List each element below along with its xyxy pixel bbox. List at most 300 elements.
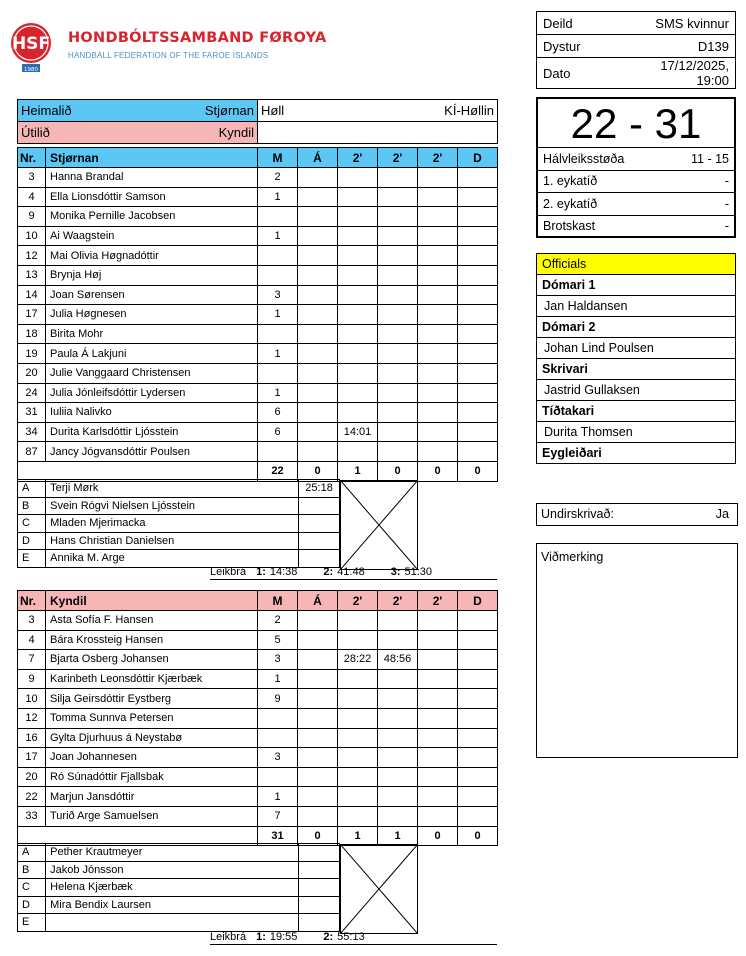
player-stat-t1 (338, 226, 378, 246)
hall-name: KÍ-Høllin (444, 103, 494, 118)
away-team-name: Kyndil (218, 125, 254, 140)
score-label: Hálvleiksstøða (538, 148, 636, 170)
player-stat-a (298, 422, 338, 442)
official-role-row (537, 443, 736, 464)
player-stat-d (458, 305, 498, 325)
player-stat-t2 (378, 787, 418, 807)
player-stat-a (298, 787, 338, 807)
player-number: 9 (18, 207, 46, 227)
player-row (18, 806, 498, 826)
official-code: A (18, 844, 46, 862)
player-stat-d (458, 748, 498, 768)
player-name: Monika Pernille Jacobsen (46, 207, 258, 227)
official-warning (299, 844, 339, 862)
player-stat-a (298, 708, 338, 728)
player-stat-m: 6 (258, 422, 298, 442)
player-number: 12 (18, 246, 46, 266)
info-value: 17/12/2025, 19:00 (660, 58, 729, 88)
player-name: Ella Lionsdóttir Samson (46, 187, 258, 207)
timeout-time: 19:55 (269, 931, 298, 943)
player-stat-t1: 28:22 (338, 650, 378, 670)
player-stat-a (298, 767, 338, 787)
player-stat-t1 (338, 168, 378, 188)
player-stat-d (458, 728, 498, 748)
score-value: - (724, 219, 729, 234)
player-stat-t1 (338, 324, 378, 344)
timeout-number: 2: (323, 931, 334, 943)
player-stat-t2 (378, 403, 418, 423)
player-number: 20 (18, 363, 46, 383)
official-code: E (18, 914, 46, 932)
player-stat-t3 (418, 708, 458, 728)
official-role-row (537, 275, 736, 296)
col-nr: Nr. (18, 591, 46, 611)
player-stat-t2 (378, 442, 418, 462)
column-header-row (18, 591, 498, 611)
player-stat-t2 (378, 265, 418, 285)
player-stat-t3 (418, 689, 458, 709)
player-stat-a (298, 669, 338, 689)
team-official-row (18, 480, 498, 498)
player-stat-t2 (378, 767, 418, 787)
player-stat-a (298, 363, 338, 383)
official-person: Johan Lind Poulsen (537, 338, 736, 359)
player-name: Asta Sofía F. Hansen (46, 611, 258, 631)
player-number: 18 (18, 324, 46, 344)
timeout-number: 3: (390, 566, 401, 578)
col-2min-3: 2' (418, 591, 458, 611)
player-name: Turið Arge Samuelsen (46, 806, 258, 826)
player-row (18, 611, 498, 631)
info-row (537, 12, 736, 35)
player-row (18, 324, 498, 344)
player-row (18, 650, 498, 670)
official-code: B (18, 497, 46, 515)
team-official-row (18, 844, 498, 862)
team-name-header: Kyndil (46, 591, 258, 611)
score-value: - (636, 193, 734, 216)
player-stat-m: 2 (258, 611, 298, 631)
player-stat-t2 (378, 630, 418, 650)
official-name-row (537, 380, 736, 401)
player-name: Brynja Høj (46, 265, 258, 285)
player-stat-d (458, 324, 498, 344)
player-stat-t3 (418, 344, 458, 364)
player-stat-a (298, 403, 338, 423)
player-row (18, 265, 498, 285)
player-stat-t3 (418, 226, 458, 246)
hsf-logo-icon (8, 18, 64, 74)
official-warning (299, 515, 339, 533)
player-row (18, 383, 498, 403)
official-name-row (537, 422, 736, 443)
col-warning: Á (298, 591, 338, 611)
player-stat-t1 (338, 787, 378, 807)
player-stat-t1 (338, 285, 378, 305)
player-stat-m (258, 442, 298, 462)
player-stat-t3 (418, 305, 458, 325)
player-name: Durita Karlsdóttir Ljósstein (46, 422, 258, 442)
info-label: Dystur (537, 35, 637, 58)
player-row (18, 187, 498, 207)
player-stat-t1 (338, 767, 378, 787)
player-stat-t2 (378, 246, 418, 266)
official-person: Durita Thomsen (537, 422, 736, 443)
crossed-out-area (339, 480, 497, 568)
total-t2: 0 (378, 461, 418, 481)
player-stat-t3 (418, 611, 458, 631)
player-stat-a (298, 728, 338, 748)
official-role: Skrivari (537, 359, 736, 380)
player-stat-t3 (418, 422, 458, 442)
player-stat-a (298, 611, 338, 631)
player-number: 33 (18, 806, 46, 826)
player-stat-t2 (378, 728, 418, 748)
official-warning (299, 550, 339, 568)
player-stat-t1 (338, 383, 378, 403)
player-stat-d (458, 344, 498, 364)
player-stat-a (298, 806, 338, 826)
timeout-entry (256, 566, 297, 578)
player-stat-a (298, 630, 338, 650)
signature-value: Ja (715, 507, 729, 521)
score-value: 11 - 15 (636, 148, 734, 170)
player-stat-t1 (338, 207, 378, 227)
official-name: Annika M. Arge (46, 550, 299, 568)
player-stat-t2 (378, 207, 418, 227)
hall-cell (258, 100, 498, 122)
player-name: Birita Mohr (46, 324, 258, 344)
home-label: Heimalið (21, 103, 72, 118)
player-stat-d (458, 187, 498, 207)
col-goals: M (258, 148, 298, 168)
player-stat-a (298, 305, 338, 325)
player-row (18, 363, 498, 383)
player-stat-t3 (418, 787, 458, 807)
player-row (18, 689, 498, 709)
player-number: 31 (18, 403, 46, 423)
player-stat-d (458, 403, 498, 423)
player-stat-t3 (418, 168, 458, 188)
player-number: 10 (18, 226, 46, 246)
player-stat-d (458, 168, 498, 188)
player-stat-t1 (338, 344, 378, 364)
player-stat-t3 (418, 806, 458, 826)
timeout-entry (323, 931, 364, 943)
official-name: Hans Christian Danielsen (46, 532, 299, 550)
player-name: Tomma Sunnva Petersen (46, 708, 258, 728)
player-row (18, 767, 498, 787)
column-header-row (18, 148, 498, 168)
player-stat-t2 (378, 611, 418, 631)
player-stat-d (458, 689, 498, 709)
timeout-number: 1: (256, 931, 266, 943)
player-stat-t2 (378, 689, 418, 709)
total-a: 0 (298, 461, 338, 481)
player-name: Ai Waagstein (46, 226, 258, 246)
player-stat-t1 (338, 246, 378, 266)
final-score: 22 - 31 (538, 101, 734, 148)
total-m: 22 (258, 461, 298, 481)
player-row (18, 403, 498, 423)
score-row (538, 193, 734, 216)
col-2min-1: 2' (338, 148, 378, 168)
player-row (18, 708, 498, 728)
official-warning (299, 914, 339, 932)
player-row (18, 422, 498, 442)
player-stat-t3 (418, 285, 458, 305)
player-stat-d (458, 708, 498, 728)
player-name: Bára Krossteig Hansen (46, 630, 258, 650)
official-code: B (18, 861, 46, 879)
player-name: Jancy Jógvansdóttir Poulsen (46, 442, 258, 462)
officials-title: Officials (537, 254, 736, 275)
home-timeouts (210, 566, 497, 580)
official-role-row (537, 401, 736, 422)
player-stat-m: 7 (258, 806, 298, 826)
col-2min-1: 2' (338, 591, 378, 611)
player-stat-t3 (418, 207, 458, 227)
empty-cell (258, 122, 498, 144)
total-t1: 1 (338, 461, 378, 481)
player-name: Joan Sørensen (46, 285, 258, 305)
player-stat-t2 (378, 363, 418, 383)
logo-text: HSF (11, 34, 51, 54)
player-stat-t3 (418, 246, 458, 266)
player-name: Ró Súnadóttir Fjallsbak (46, 767, 258, 787)
total-t1: 1 (338, 826, 378, 846)
player-name: Mai Olivia Høgnadóttir (46, 246, 258, 266)
player-name: Julie Vanggaard Christensen (46, 363, 258, 383)
player-number: 87 (18, 442, 46, 462)
player-stat-m: 9 (258, 689, 298, 709)
timeout-number: 2: (323, 566, 334, 578)
player-stat-m (258, 363, 298, 383)
total-m: 31 (258, 826, 298, 846)
player-row (18, 305, 498, 325)
player-number: 19 (18, 344, 46, 364)
player-stat-t1 (338, 669, 378, 689)
player-name: Karinbeth Leonsdóttir Kjærbæk (46, 669, 258, 689)
official-name (46, 914, 299, 932)
home-officials-table (17, 479, 497, 568)
player-number: 17 (18, 305, 46, 325)
player-stat-m (258, 207, 298, 227)
player-number: 4 (18, 630, 46, 650)
player-name: Paula Á Lakjuni (46, 344, 258, 364)
official-code: D (18, 532, 46, 550)
logo-year: 1980 (24, 67, 38, 73)
player-row (18, 630, 498, 650)
player-stat-t3 (418, 265, 458, 285)
player-name: Iuliia Nalivko (46, 403, 258, 423)
player-stat-t1 (338, 611, 378, 631)
player-row (18, 207, 498, 227)
score-value: - (636, 170, 734, 193)
player-stat-a (298, 285, 338, 305)
col-disqualified: D (458, 591, 498, 611)
player-stat-t2 (378, 344, 418, 364)
player-stat-t1 (338, 728, 378, 748)
player-stat-t3 (418, 403, 458, 423)
info-value: SMS kvinnur (636, 12, 736, 35)
player-stat-t1 (338, 630, 378, 650)
away-officials-table (17, 843, 497, 932)
player-stat-m: 2 (258, 168, 298, 188)
player-stat-t1 (338, 363, 378, 383)
away-players-table (17, 590, 498, 846)
score-row (538, 215, 734, 237)
player-stat-t3 (418, 324, 458, 344)
teams-header (17, 99, 498, 144)
player-stat-a (298, 383, 338, 403)
player-stat-t1 (338, 748, 378, 768)
player-stat-t1 (338, 806, 378, 826)
player-stat-d (458, 806, 498, 826)
player-stat-a (298, 442, 338, 462)
col-2min-2: 2' (378, 148, 418, 168)
official-code: C (18, 879, 46, 897)
player-stat-d (458, 226, 498, 246)
player-stat-t3 (418, 442, 458, 462)
home-players-table (17, 147, 498, 482)
player-stat-m: 1 (258, 383, 298, 403)
player-stat-t3 (418, 630, 458, 650)
player-stat-t3 (418, 669, 458, 689)
total-t3: 0 (418, 826, 458, 846)
hall-label: Høll (261, 103, 285, 118)
timeout-time: 14:38 (269, 566, 298, 578)
player-stat-t1 (338, 689, 378, 709)
cross-out-mark (340, 480, 418, 570)
home-row (18, 100, 258, 122)
player-stat-t3 (418, 383, 458, 403)
col-warning: Á (298, 148, 338, 168)
player-number: 34 (18, 422, 46, 442)
info-row (537, 35, 736, 58)
score-label: 1. eykatíð (538, 170, 636, 193)
away-timeouts (210, 931, 497, 945)
player-number: 7 (18, 650, 46, 670)
player-stat-d (458, 767, 498, 787)
player-stat-t2 (378, 285, 418, 305)
player-name: Joan Johannesen (46, 748, 258, 768)
player-stat-m (258, 246, 298, 266)
player-stat-m: 1 (258, 344, 298, 364)
cross-out-mark (340, 844, 418, 934)
player-stat-a (298, 324, 338, 344)
player-number: 17 (18, 748, 46, 768)
official-name: Terji Mørk (46, 480, 299, 498)
player-stat-t1: 14:01 (338, 422, 378, 442)
away-label: Útilið (21, 125, 50, 140)
official-name: Pether Krautmeyer (46, 844, 299, 862)
info-label: Deild (537, 12, 637, 35)
team-name-header: Stjørnan (46, 148, 258, 168)
player-stat-t3 (418, 363, 458, 383)
player-stat-m (258, 708, 298, 728)
crossed-out-area (339, 844, 497, 932)
timeout-number: 1: (256, 566, 266, 578)
player-stat-t2 (378, 708, 418, 728)
player-stat-d (458, 285, 498, 305)
player-stat-d (458, 611, 498, 631)
signature-box (536, 503, 738, 526)
timeout-entry (256, 931, 297, 943)
official-warning (299, 497, 339, 515)
official-role: Tíðtakari (537, 401, 736, 422)
info-value: D139 (636, 35, 736, 58)
player-stat-t3 (418, 650, 458, 670)
player-stat-d (458, 265, 498, 285)
player-row (18, 787, 498, 807)
official-warning (299, 879, 339, 897)
total-t3: 0 (418, 461, 458, 481)
timeout-entry (323, 566, 364, 578)
official-role-row (537, 359, 736, 380)
col-2min-3: 2' (418, 148, 458, 168)
player-stat-m: 3 (258, 748, 298, 768)
player-number: 3 (18, 168, 46, 188)
player-row (18, 728, 498, 748)
total-a: 0 (298, 826, 338, 846)
player-name: Bjarta Osberg Johansen (46, 650, 258, 670)
col-nr: Nr. (18, 148, 46, 168)
official-code: C (18, 515, 46, 533)
timeout-time: 51:30 (404, 566, 433, 578)
player-stat-a (298, 748, 338, 768)
player-stat-d (458, 422, 498, 442)
official-role: Dómari 2 (537, 317, 736, 338)
col-goals: M (258, 591, 298, 611)
match-info-table (536, 11, 736, 89)
player-number: 20 (18, 767, 46, 787)
official-name-row (537, 296, 736, 317)
federation-logo (8, 18, 64, 74)
player-stat-m: 3 (258, 650, 298, 670)
official-warning (299, 896, 339, 914)
player-stat-t3 (418, 767, 458, 787)
player-name: Marjun Jansdóttir (46, 787, 258, 807)
away-row (18, 122, 258, 144)
player-stat-a (298, 207, 338, 227)
player-stat-t2 (378, 669, 418, 689)
player-stat-t1 (338, 403, 378, 423)
remarks-label: Viðmerking (541, 550, 604, 564)
player-stat-t3 (418, 187, 458, 207)
official-person: Jan Haldansen (537, 296, 736, 317)
player-stat-t2 (378, 187, 418, 207)
official-warning (299, 532, 339, 550)
player-stat-a (298, 168, 338, 188)
official-name: Jakob Jónsson (46, 861, 299, 879)
timeout-time: 55:13 (337, 931, 365, 943)
total-d: 0 (458, 826, 498, 846)
player-stat-d (458, 246, 498, 266)
player-number: 10 (18, 689, 46, 709)
score-details (538, 148, 734, 237)
player-number: 16 (18, 728, 46, 748)
player-number: 24 (18, 383, 46, 403)
signature-label: Undirskrivað: (541, 507, 614, 521)
player-stat-d (458, 650, 498, 670)
player-name: Julia Høgnesen (46, 305, 258, 325)
match-officials-box (536, 253, 736, 464)
score-box (536, 97, 736, 238)
player-number: 3 (18, 611, 46, 631)
player-stat-m: 3 (258, 285, 298, 305)
player-stat-a (298, 187, 338, 207)
